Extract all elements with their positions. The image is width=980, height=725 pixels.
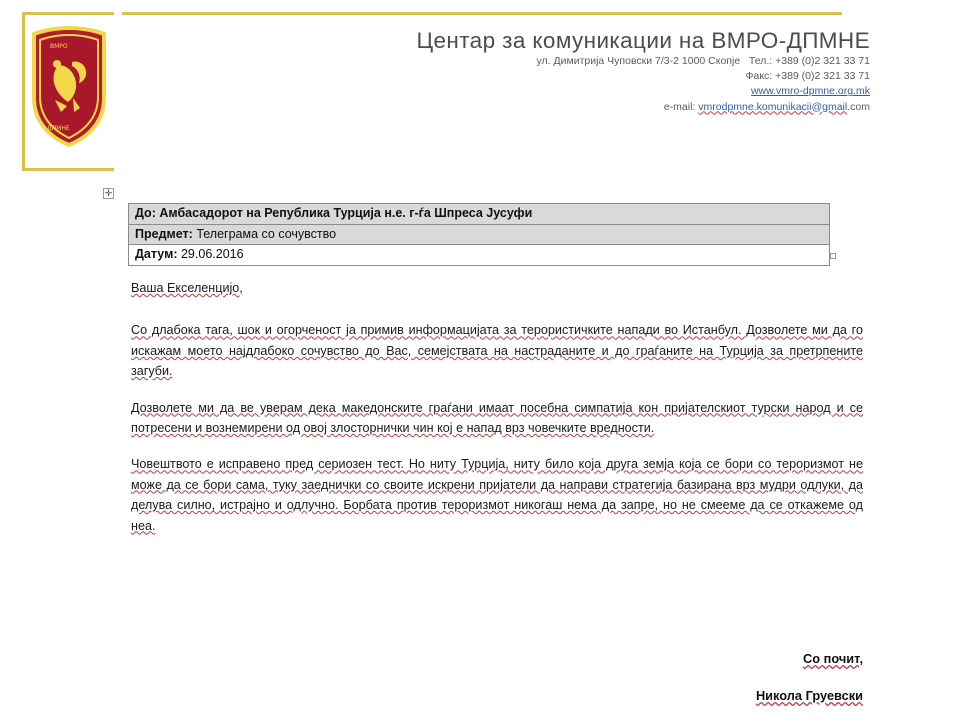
- table-resize-handle[interactable]: [830, 253, 836, 259]
- coat-of-arms-icon: [28, 26, 110, 148]
- address-text: ул. Димитрија Чуповски 7/3-2 1000 Скопје: [536, 54, 741, 67]
- letter-paragraph: Човештвото е исправено пред сериозен тест. Но ниту Турција, ниту било која друга земја која се бори со тероризмот не може да се бори сама, туку заеднички со своите искрени пријатели да направи стратегија базирана врз мудри одлуки, да делува силно, истрајно и одлучно. Борбата против тероризмот никогаш нема да запре, но не смееме да се откажеме од неа.: [131, 457, 863, 533]
- header-gold-rule: [122, 12, 842, 15]
- organization-title: Центар за комуникации на ВМРО-ДПМНЕ: [416, 28, 870, 53]
- table-row-date: [128, 244, 830, 266]
- left-gold-bar-top: [22, 12, 114, 15]
- subject-label: Предмет:: [135, 226, 193, 241]
- left-gold-bar-bottom: [22, 168, 114, 171]
- website-line: [300, 84, 870, 99]
- to-value: Амбасадорот на Република Турција н.е. г-ѓа Шпреса Јусуфи: [159, 206, 533, 220]
- to-label: До:: [135, 206, 156, 220]
- letter-body: [131, 278, 863, 552]
- fax-line: [300, 69, 870, 84]
- svg-text:ДПМНЕ: ДПМНЕ: [47, 125, 70, 132]
- phone-text: Тел.: +389 (0)2 321 33 71: [748, 54, 870, 67]
- email-suffix: .com: [847, 100, 870, 113]
- subject-value: Телеграма со сочувство: [196, 226, 337, 241]
- left-gold-vertical: [22, 12, 25, 171]
- letterhead-header: [300, 28, 870, 115]
- svg-text:ВМРО: ВМРО: [50, 43, 68, 50]
- website-link[interactable]: www.vmro-dpmne.org.mk: [750, 85, 870, 98]
- signer-name: Никола Груевски: [755, 688, 863, 703]
- date-value: 29.06.2016: [180, 247, 244, 262]
- closing-text: Со почит,: [803, 651, 863, 666]
- table-move-handle[interactable]: [103, 188, 114, 199]
- email-link[interactable]: vmrodpmne.komunikacii@gmail: [698, 100, 848, 113]
- fax-text: Факс: +389 (0)2 321 33 71: [745, 70, 870, 83]
- date-label: Датум:: [135, 247, 178, 262]
- letter-salutation: Ваша Екселенцијо,: [131, 281, 243, 295]
- recipient-table: [128, 203, 830, 266]
- table-row-subject: [128, 224, 830, 245]
- email-label: e-mail:: [663, 100, 699, 113]
- letter-signoff: [756, 651, 863, 725]
- letter-paragraph: Дозволете ми да ве уверам дека македонските граѓани имаат посебна симпатија кон пријателскиот турски народ и се потресени и вознемирени од овој злосторнички чин кој е напад врз човечките вредности.: [131, 400, 863, 435]
- email-line: [300, 100, 870, 115]
- letter-paragraph: Со длабока тага, шок и огорченост ја примив информацијата за терористичките напади во Истанбул. Дозволете ми да го искажам моето најдлабоко сочувство до Вас, семејствата на настраданите и до граѓаните на Турција за претрпените загуби.: [131, 323, 863, 379]
- address-line: [300, 54, 870, 69]
- table-row-to: [128, 203, 830, 224]
